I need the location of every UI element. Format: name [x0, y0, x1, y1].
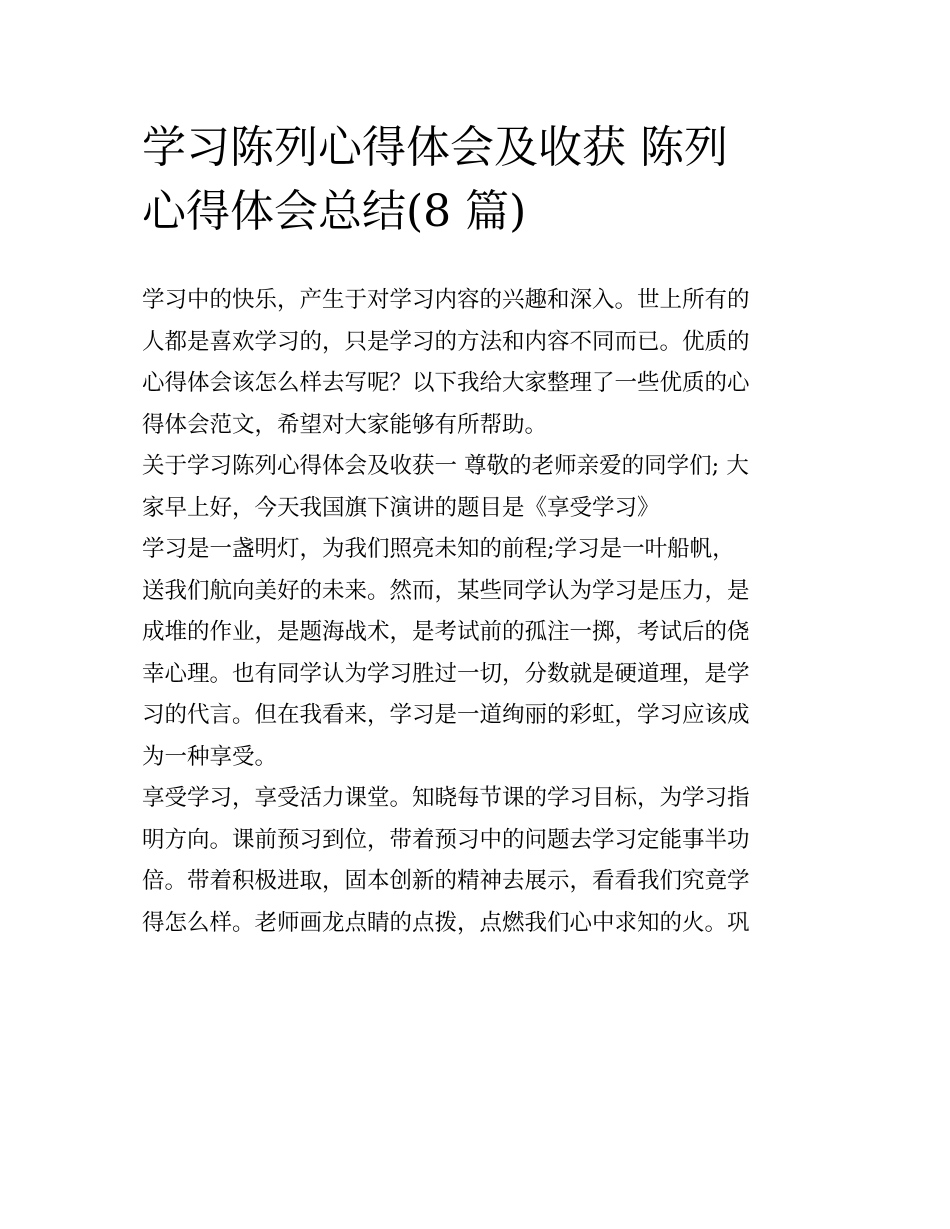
- body-line: 倍。带着积极进取，固本创新的精神去展示，看看我们究竟学: [142, 868, 750, 894]
- body-line: 心得体会该怎么样去写呢？以下我给大家整理了一些优质的心: [142, 370, 750, 396]
- document-body: [142, 280, 822, 944]
- body-line: 关于学习陈列心得体会及收获一 尊敬的老师亲爱的同学们; 大: [142, 453, 749, 479]
- body-line: 送我们航向美好的未来。然而，某些同学认为学习是压力，是: [142, 577, 750, 604]
- body-line: 家早上好，今天我国旗下演讲的题目是《享受学习》: [142, 494, 660, 521]
- title-line-1: 学习陈列心得体会及收获 陈列: [142, 122, 728, 173]
- body-line: 明方向。课前预习到位，带着预习中的问题去学习定能事半功: [142, 826, 750, 853]
- body-line: 学习是一盏明灯，为我们照亮未知的前程;学习是一叶船帆，: [142, 536, 735, 562]
- body-line: 习的代言。但在我看来，学习是一道绚丽的彩虹，学习应该成: [142, 702, 750, 728]
- body-line: 享受学习，享受活力课堂。知晓每节课的学习目标，为学习指: [142, 785, 750, 811]
- body-line: 得体会范文，希望对大家能够有所帮助。: [142, 411, 548, 438]
- body-line: 人都是喜欢学习的，只是学习的方法和内容不同而已。优质的: [142, 328, 750, 355]
- title-line-2: 心得体会总结(8 篇): [142, 186, 527, 237]
- body-line: 幸心理。也有同学认为学习胜过一切，分数就是硬道理，是学: [142, 660, 750, 687]
- body-line: 得怎么样。老师画龙点睛的点拨，点燃我们心中求知的火。巩: [142, 909, 750, 936]
- document-title: [142, 116, 822, 244]
- body-line: 学习中的快乐，产生于对学习内容的兴趣和深入。世上所有的: [142, 287, 750, 313]
- body-line: 为一种享受。: [142, 743, 278, 770]
- body-line: 成堆的作业，是题海战术，是考试前的孤注一掷，考试后的侥: [142, 619, 750, 645]
